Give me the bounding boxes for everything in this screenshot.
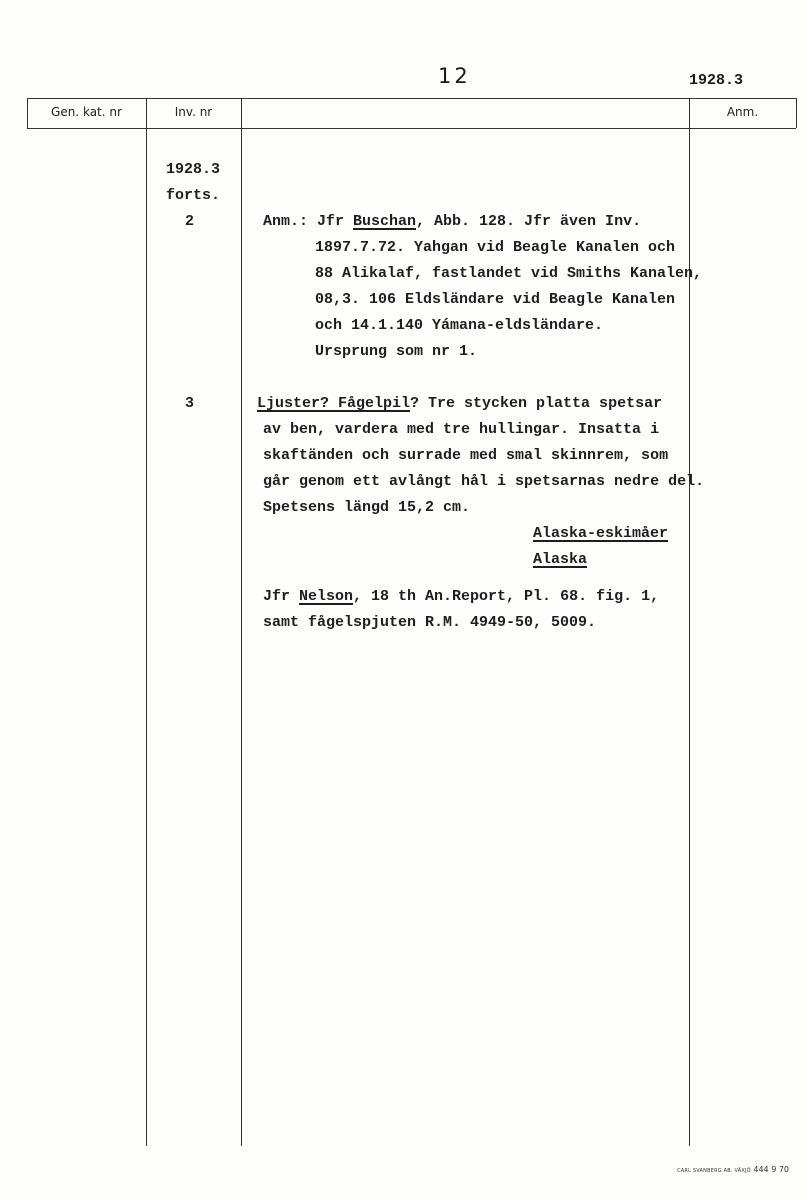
right-edge-rule bbox=[796, 98, 797, 128]
author-buschan: Buschan bbox=[353, 213, 417, 230]
culture-group: Alaska-eskimåer bbox=[533, 525, 669, 542]
entry-2-line-4: 08,3. 106 Eldsländare vid Beagle Kanalen bbox=[315, 291, 676, 308]
entry-3-line-4: går genom ett avlångt hål i spetsarnas nedre del. bbox=[263, 473, 705, 490]
column-divider-text-anm bbox=[689, 98, 690, 1146]
page-reference: 1928.3 bbox=[689, 72, 744, 89]
entry-3-line-3: skaftänden och surrade med smal skinnrem, som bbox=[263, 447, 669, 464]
printer-name: CARL SVANBERG AB. VÄXJÖ bbox=[677, 1168, 751, 1174]
item-number-3: 3 bbox=[185, 395, 195, 412]
column-header-inv-nr: Inv. nr bbox=[174, 105, 213, 119]
entry-3-desc: ? Tre stycken platta spetsar bbox=[410, 395, 663, 412]
entry-2-line-6: Ursprung som nr 1. bbox=[315, 343, 478, 360]
object-title: Ljuster? Fågelpil bbox=[257, 395, 411, 412]
form-code: 444 9 70 bbox=[753, 1165, 789, 1174]
page-number: 12 bbox=[438, 64, 471, 88]
inv-number: 1928.3 bbox=[166, 161, 221, 178]
inv-continued: forts. bbox=[166, 187, 221, 204]
entry-2-prefix: Anm.: Jfr bbox=[263, 213, 354, 230]
entry-3-ref-line-1 bbox=[263, 584, 659, 610]
entry-2-line-2: 1897.7.72. Yahgan vid Beagle Kanalen och bbox=[315, 239, 676, 256]
entry-3-line-1 bbox=[257, 391, 662, 417]
column-header-anm: Anm. bbox=[726, 105, 759, 119]
ref-detail: , 18 th An.Report, Pl. 68. fig. 1, bbox=[353, 588, 660, 605]
column-header-gen-kat-nr: Gen. kat. nr bbox=[51, 105, 122, 119]
region: Alaska bbox=[533, 551, 588, 568]
column-divider-gen-inv bbox=[146, 98, 147, 1146]
entry-2-line-1 bbox=[263, 209, 641, 235]
entry-3-line-5: Spetsens längd 15,2 cm. bbox=[263, 499, 471, 516]
author-nelson: Nelson bbox=[299, 588, 354, 605]
entry-2-ref: , Abb. 128. Jfr även Inv. bbox=[416, 213, 642, 230]
entry-2-line-5: och 14.1.140 Yámana-eldsländare. bbox=[315, 317, 604, 334]
entry-2-line-3: 88 Alikalaf, fastlandet vid Smiths Kanalen, bbox=[315, 265, 703, 282]
entry-3-ref-line-2: samt fågelspjuten R.M. 4949-50, 5009. bbox=[263, 614, 597, 631]
column-divider-inv-text bbox=[241, 98, 242, 1146]
ref-prefix: Jfr bbox=[263, 588, 300, 605]
printer-mark bbox=[677, 1165, 789, 1174]
entry-3-line-2: av ben, vardera med tre hullingar. Insatta i bbox=[263, 421, 660, 438]
header-bottom-rule bbox=[27, 128, 796, 129]
item-number-2: 2 bbox=[185, 213, 195, 230]
table-top-rule bbox=[27, 98, 796, 99]
